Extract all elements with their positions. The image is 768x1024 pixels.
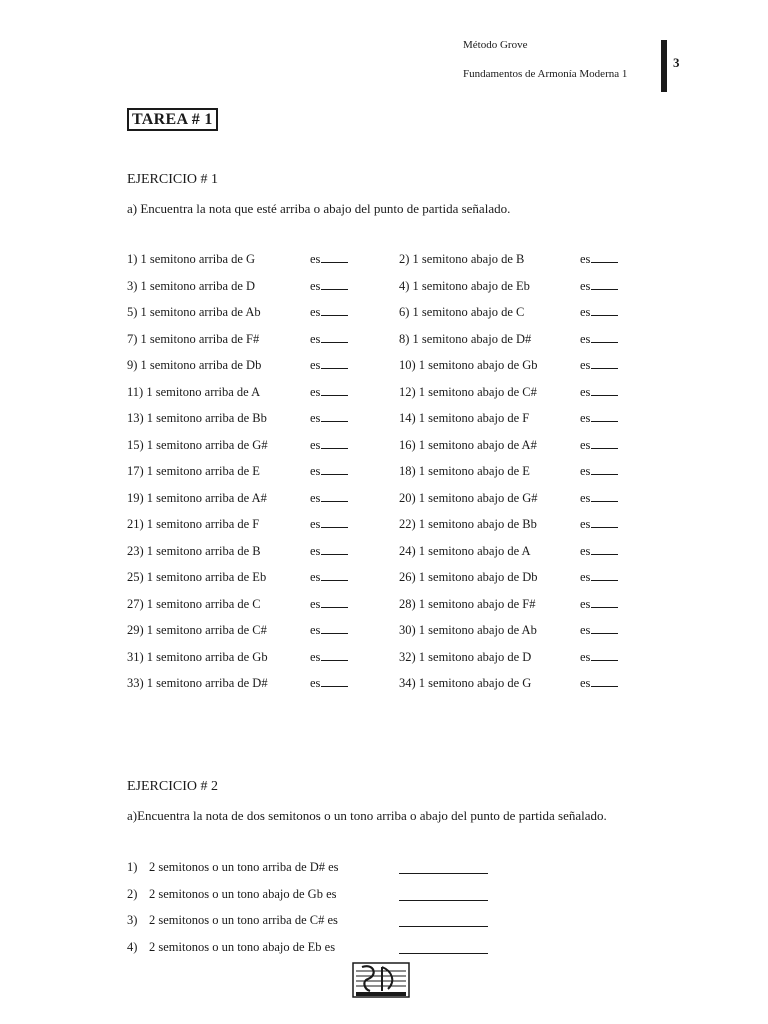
question-left-1: 1) 1 semitono arriba de G	[127, 252, 256, 266]
question-right-2: 4) 1 semitono abajo de Eb	[399, 278, 530, 293]
answer-label: es	[580, 490, 591, 505]
answer-field[interactable]	[310, 252, 348, 267]
ex2-question-1	[127, 860, 339, 875]
question-right-14: 28) 1 semitono abajo de F#	[399, 596, 536, 611]
answer-label: es	[310, 278, 321, 293]
question-right-6: 12) 1 semitono abajo de C#	[399, 384, 537, 399]
answer-field[interactable]	[580, 597, 618, 612]
question-left-4: 7) 1 semitono arriba de F#	[127, 331, 260, 346]
publisher-logo-icon	[352, 961, 410, 999]
answer-label: es	[580, 517, 591, 531]
answer-blank[interactable]	[591, 385, 618, 396]
answer-blank[interactable]	[591, 332, 618, 343]
answer-label: es	[580, 464, 591, 478]
answer-blank[interactable]	[591, 650, 618, 661]
answer-blank[interactable]	[591, 252, 618, 263]
answer-label: es	[580, 649, 591, 664]
answer-label: es	[580, 252, 591, 266]
answer-blank[interactable]	[399, 953, 488, 954]
question-number: 4)	[127, 939, 138, 954]
answer-blank[interactable]	[321, 358, 348, 369]
answer-blank[interactable]	[321, 385, 348, 396]
question-left-10: 19) 1 semitono arriba de A#	[127, 490, 267, 505]
question-left-7: 13) 1 semitono arriba de Bb	[127, 411, 267, 425]
answer-field[interactable]	[580, 623, 618, 638]
question-right-12: 24) 1 semitono abajo de A	[399, 543, 531, 558]
question-left-2: 3) 1 semitono arriba de D	[127, 278, 256, 293]
header-subtitle: Fundamentos de Armonía Moderna 1	[463, 68, 628, 80]
ejercicio-2-title: EJERCICIO # 2	[127, 779, 218, 794]
answer-blank[interactable]	[591, 464, 618, 475]
question-left-9: 17) 1 semitono arriba de E	[127, 464, 260, 478]
answer-blank[interactable]	[321, 676, 348, 687]
answer-label: es	[310, 623, 321, 637]
answer-field[interactable]	[310, 544, 348, 559]
question-right-1: 2) 1 semitono abajo de B	[399, 252, 525, 266]
answer-field[interactable]	[580, 279, 618, 294]
answer-blank[interactable]	[399, 900, 488, 901]
answer-label: es	[580, 570, 591, 584]
answer-blank[interactable]	[591, 597, 618, 608]
question-right-4: 8) 1 semitono abajo de D#	[399, 331, 532, 346]
answer-blank[interactable]	[591, 491, 618, 502]
answer-label: es	[310, 676, 321, 690]
question-text: 2 semitonos o un tono abajo de Gb es	[149, 886, 337, 901]
tarea-heading: TAREA # 1	[127, 108, 218, 131]
answer-field[interactable]	[310, 411, 348, 426]
answer-label: es	[310, 331, 321, 346]
answer-label: es	[580, 676, 591, 690]
answer-label: es	[310, 517, 321, 531]
answer-label: es	[580, 358, 591, 372]
answer-blank[interactable]	[321, 464, 348, 475]
answer-label: es	[580, 278, 591, 293]
question-left-15: 29) 1 semitono arriba de C#	[127, 623, 267, 637]
answer-label: es	[580, 623, 591, 637]
answer-blank[interactable]	[321, 411, 348, 422]
answer-blank[interactable]	[321, 597, 348, 608]
answer-field[interactable]	[580, 358, 618, 373]
question-left-16: 31) 1 semitono arriba de Gb	[127, 649, 268, 664]
answer-field[interactable]	[310, 491, 348, 506]
answer-blank[interactable]	[399, 926, 488, 927]
question-right-5: 10) 1 semitono abajo de Gb	[399, 358, 538, 372]
answer-blank[interactable]	[321, 438, 348, 449]
header-divider-bar	[661, 40, 667, 92]
answer-label: es	[310, 490, 321, 505]
question-right-16: 32) 1 semitono abajo de D	[399, 649, 532, 664]
answer-label: es	[310, 437, 321, 452]
answer-field[interactable]	[580, 570, 618, 585]
answer-field[interactable]	[580, 676, 618, 691]
answer-blank[interactable]	[591, 570, 618, 581]
ejercicio-1-instruction: a) Encuentra la nota que esté arriba o abajo del punto de partida señalado.	[127, 201, 511, 216]
answer-blank[interactable]	[321, 570, 348, 581]
answer-label: es	[580, 437, 591, 452]
question-right-9: 18) 1 semitono abajo de E	[399, 464, 530, 478]
question-left-11: 21) 1 semitono arriba de F	[127, 517, 260, 531]
question-text: 2 semitonos o un tono arriba de D# es	[149, 860, 339, 874]
answer-field[interactable]	[580, 305, 618, 320]
answer-label: es	[580, 543, 591, 558]
question-right-11: 22) 1 semitono abajo de Bb	[399, 517, 537, 531]
answer-blank[interactable]	[321, 252, 348, 263]
question-right-17: 34) 1 semitono abajo de G	[399, 676, 532, 690]
answer-field[interactable]	[310, 279, 348, 294]
answer-label: es	[310, 384, 321, 399]
answer-field[interactable]	[580, 464, 618, 479]
ejercicio-1-title: EJERCICIO # 1	[127, 172, 218, 187]
answer-label: es	[310, 596, 321, 611]
answer-blank[interactable]	[321, 517, 348, 528]
ex2-question-4	[127, 940, 335, 955]
question-left-5: 9) 1 semitono arriba de Db	[127, 358, 262, 372]
question-right-7: 14) 1 semitono abajo de F	[399, 411, 530, 425]
ex2-question-2	[127, 887, 336, 902]
answer-blank[interactable]	[321, 332, 348, 343]
question-left-8: 15) 1 semitono arriba de G#	[127, 437, 268, 452]
question-left-3: 5) 1 semitono arriba de Ab	[127, 305, 261, 319]
answer-blank[interactable]	[321, 279, 348, 290]
answer-field[interactable]	[310, 358, 348, 373]
answer-field[interactable]	[310, 385, 348, 400]
ejercicio-2-instruction: a)Encuentra la nota de dos semitonos o un tono arriba o abajo del punto de partida señalado.	[127, 808, 607, 823]
question-right-10: 20) 1 semitono abajo de G#	[399, 490, 538, 505]
answer-label: es	[580, 331, 591, 346]
answer-blank[interactable]	[321, 491, 348, 502]
question-left-14: 27) 1 semitono arriba de C	[127, 596, 261, 611]
answer-field[interactable]	[580, 411, 618, 426]
header-book-title: Método Grove	[463, 39, 528, 51]
answer-field[interactable]	[310, 623, 348, 638]
answer-label: es	[580, 305, 591, 319]
answer-field[interactable]	[310, 464, 348, 479]
answer-field[interactable]	[310, 305, 348, 320]
answer-field[interactable]	[580, 517, 618, 532]
answer-field[interactable]	[310, 438, 348, 453]
answer-field[interactable]	[310, 332, 348, 347]
answer-blank[interactable]	[591, 438, 618, 449]
answer-blank[interactable]	[321, 544, 348, 555]
answer-label: es	[310, 570, 321, 584]
question-left-6: 11) 1 semitono arriba de A	[127, 384, 261, 399]
answer-label: es	[310, 411, 321, 425]
answer-label: es	[310, 464, 321, 478]
question-right-8: 16) 1 semitono abajo de A#	[399, 437, 537, 452]
answer-blank[interactable]	[591, 544, 618, 555]
answer-label: es	[580, 596, 591, 611]
answer-blank[interactable]	[321, 650, 348, 661]
answer-blank[interactable]	[321, 623, 348, 634]
answer-field[interactable]	[310, 650, 348, 665]
answer-blank[interactable]	[591, 279, 618, 290]
question-right-3: 6) 1 semitono abajo de C	[399, 305, 525, 319]
answer-field[interactable]	[580, 438, 618, 453]
answer-label: es	[580, 384, 591, 399]
question-number: 2)	[127, 886, 138, 901]
answer-field[interactable]	[310, 676, 348, 691]
ex2-question-3	[127, 913, 338, 928]
answer-label: es	[310, 305, 321, 319]
answer-label: es	[310, 358, 321, 372]
question-right-13: 26) 1 semitono abajo de Db	[399, 570, 538, 584]
question-left-17: 33) 1 semitono arriba de D#	[127, 676, 268, 690]
question-text: 2 semitonos o un tono arriba de C# es	[149, 913, 338, 927]
question-text: 2 semitonos o un tono abajo de Eb es	[149, 939, 336, 954]
page-number: 3	[673, 55, 680, 70]
answer-blank[interactable]	[591, 623, 618, 634]
answer-label: es	[310, 252, 321, 266]
answer-field[interactable]	[580, 252, 618, 267]
answer-label: es	[310, 649, 321, 664]
answer-field[interactable]	[580, 332, 618, 347]
question-number: 3)	[127, 913, 138, 927]
answer-blank[interactable]	[591, 676, 618, 687]
answer-blank[interactable]	[591, 358, 618, 369]
answer-blank[interactable]	[591, 411, 618, 422]
answer-blank[interactable]	[591, 517, 618, 528]
answer-blank[interactable]	[591, 305, 618, 316]
answer-field[interactable]	[310, 517, 348, 532]
question-number: 1)	[127, 860, 138, 874]
answer-field[interactable]	[310, 570, 348, 585]
answer-blank[interactable]	[321, 305, 348, 316]
question-right-15: 30) 1 semitono abajo de Ab	[399, 623, 537, 637]
answer-blank[interactable]	[399, 873, 488, 874]
question-left-12: 23) 1 semitono arriba de B	[127, 543, 261, 558]
answer-field[interactable]	[310, 597, 348, 612]
question-left-13: 25) 1 semitono arriba de Eb	[127, 570, 267, 584]
answer-field[interactable]	[580, 385, 618, 400]
answer-field[interactable]	[580, 491, 618, 506]
answer-label: es	[310, 543, 321, 558]
answer-field[interactable]	[580, 544, 618, 559]
answer-field[interactable]	[580, 650, 618, 665]
answer-label: es	[580, 411, 591, 425]
